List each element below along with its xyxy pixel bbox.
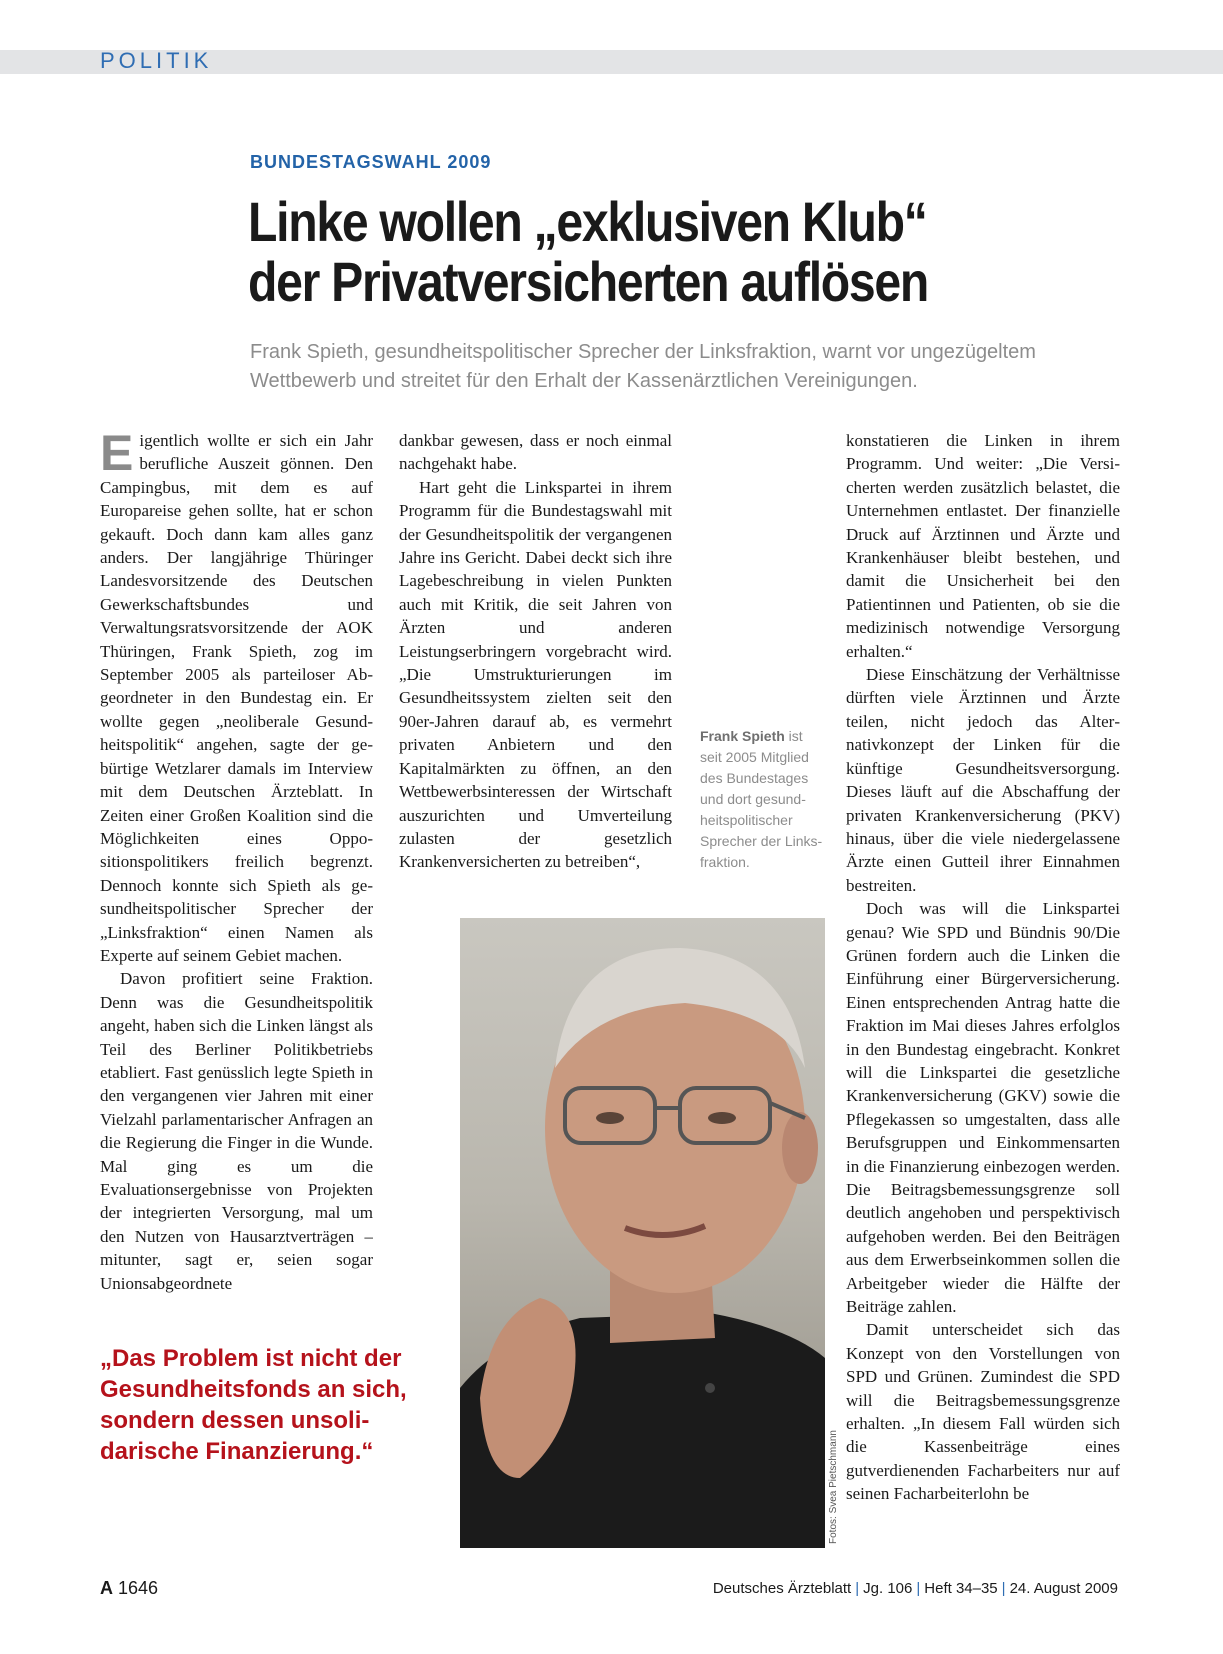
portrait-illustration bbox=[460, 918, 825, 1548]
deck: Frank Spieth, gesundheitspolitischer Sprecher der Linksfraktion, warnt vor ungezügeltem Wettbewerb und streitet für den Erhalt der Kassenärztlichen Vereinigungen. bbox=[250, 341, 1036, 392]
body-column-3 bbox=[846, 429, 1120, 1549]
headline-line-2: der Privatversicherten auflösen bbox=[248, 250, 929, 313]
publication-info: Deutsches Ärzteblatt | Jg. 106 | Heft 34–35 | 24. August 2009 bbox=[712, 1580, 1118, 1597]
paragraph: Doch was will die Linkspartei genau? Wie SPD und Bündnis 90/Die Grünen fordern auch die Linken die Einführung einer Bürgerversicherung. Einen entsprechenden Antrag hatte die Fraktion im Mai dieses Jahres erfolglos in den Bundestag eingebracht. Konkret will die Linkspartei die gesetzliche Krankenversicherung (GKV) sowie die Pflegekassen so umgestalten, dass alle Berufsgruppen und Einkommensarten in die Finanzierung einbezogen werden. Die Beitragsbemessungsgrenze soll deutlich angehoben und perspektivisch aufgehoben werden. Bei den Beiträgen aus dem Erwerbseinkommen sollen die Arbeitgeber wieder die Hälfte der Beiträge zahlen. bbox=[846, 899, 1120, 1317]
paragraph bbox=[100, 429, 373, 967]
paragraph: dankbar gewesen, dass er noch einmal nachgehakt habe. bbox=[399, 431, 672, 474]
page-number bbox=[100, 1578, 158, 1599]
journal-name: Deutsches Ärzteblatt bbox=[712, 1580, 852, 1597]
paragraph: Damit unterscheidet sich das Konzept von den Vorstellungen von SPD und Grünen. Zumindest die SPD will die Beitragsbemessungsgrenze erhalten. „In diesem Fall würden sich die Kassenbeiträge eines gutverdienenden Facharbeiters nur auf seinen Facharbeiterlohn be bbox=[846, 1320, 1120, 1504]
page-number-value: 1646 bbox=[118, 1578, 159, 1598]
section-label: POLITIK bbox=[100, 48, 213, 73]
paragraph: Hart geht die Linkspartei in ihrem Programm für die Bundestagswahl mit der Gesundheitspolitik der vergangenen Jahre ins Gericht. Dabei deckt sich ihre Lagebeschreibung in vielen Punkten auch mit Kritik, die seit Jahren von Ärzten und anderen Leistungserbringern vorgebracht wird. „Die Umstrukturierungen im Gesundheitssystem zielten seit den 90er-Jahren darauf ab, es vermehrt privaten Anbietern und den Kapitalmärkten zu öffnen, an den Wettbewerbsinteressen der Wirtschaft auszurichten und Umverteilung zulasten der gesetzlich Krankenversicherten zu betreiben“, bbox=[399, 477, 672, 872]
drop-cap: E bbox=[100, 429, 134, 481]
paragraph-text: igentlich wollte er sich ein Jahr berufliche Auszeit gönnen. Den Campingbus, mit dem es auf Europareise gehen sollte, hat er schon gekauft. Doch dann kam alles ganz anders. Der langjährige Thüringer Landesvorsitzende des Deutschen Gewerkschaftsbundes und Verwaltungsratsvorsitzende der AOK Thüringen, Frank Spieth, zog im September 2005 als parteiloser Abgeordneter in den Bundestag ein. Er wollte gegen „neoliberale Gesundheitspolitik“ angehen, sagte der gebürtige Wetzlarer damals im Interview mit dem Deutschen Ärzteblatt. In Zeiten einer Großen Koalition sind die Möglichkeiten eines Oppositionspolitikers freilich begrenzt. Dennoch konnte sich Spieth als gesundheitspolitischer Sprecher der „Linksfraktion“ einen Namen als Experte auf seinem Gebiet machen. bbox=[100, 431, 373, 965]
issue: Heft 34–35 bbox=[924, 1580, 998, 1597]
paragraph: Diese Einschätzung der Verhältnisse dürften viele Ärztinnen und Ärzte teilen, nicht jedoch das Alternativkonzept der Linken für die künftige Gesundheitsversorgung. Dieses läuft auf die Abschaffung der privaten Krankenversicherung (PKV) hinaus, über die viele niedergelassene Ärzte einen Gutteil ihrer Einnahmen bestreiten. bbox=[846, 665, 1120, 895]
photo-credit: Fotos: Svea Pietschmann bbox=[828, 1430, 839, 1544]
caption-name: Frank Spieth bbox=[700, 728, 785, 744]
kicker: BUNDESTAGSWAHL 2009 bbox=[250, 152, 492, 172]
a-mark: A bbox=[100, 1578, 113, 1598]
photo-caption bbox=[700, 726, 825, 873]
date: 24. August 2009 bbox=[1009, 1580, 1118, 1597]
body-column-1 bbox=[100, 429, 373, 1299]
paragraph: Davon profitiert seine Fraktion. Denn was die Gesundheitspolitik angeht, haben sich die Linken längst als Teil des Berliner Politikbetriebs etabliert. Fast genüsslich legte Spieth in den vergangenen vier Jahren mit einer Vielzahl parlamentarischer Anfragen an die Regierung die Finger in die Wunde. Mal ging es um die Evaluationsergebnisse von Projekten der integrierten Versorgung, mal um den Nutzen von Hausarztverträgen – mitunter, sagt er, seien sogar Unionsabgeordnete bbox=[100, 969, 373, 1293]
paragraph: konstatieren die Linken in ihrem Programm. Und weiter: „Die Versicherten werden zusätzlich belastet, die Unternehmen entlastet. Der finanzielle Druck auf Ärztinnen und Ärzte und Krankenhäuser bleibt bestehen, und damit die Unsicherheit bei den Patientinnen und Patienten, ob sie die medizinisch notwendige Versorgung erhalten.“ bbox=[846, 431, 1120, 661]
volume: Jg. 106 bbox=[863, 1580, 913, 1597]
portrait-photo bbox=[460, 918, 825, 1548]
pull-quote: „Das Problem ist nicht der Gesundheitsfonds an sich, sondern dessen unsolidarische Finanzierung.“ bbox=[100, 1345, 407, 1465]
headline bbox=[248, 192, 1022, 312]
body-column-2 bbox=[399, 429, 672, 889]
caption-text: ist seit 2005 Mitglied des Bundestages und dort gesundheitspolitischer Sprecher der Linksfraktion. bbox=[700, 728, 823, 870]
headline-line-1: Linke wollen „exklusiven Klub“ bbox=[248, 190, 927, 253]
